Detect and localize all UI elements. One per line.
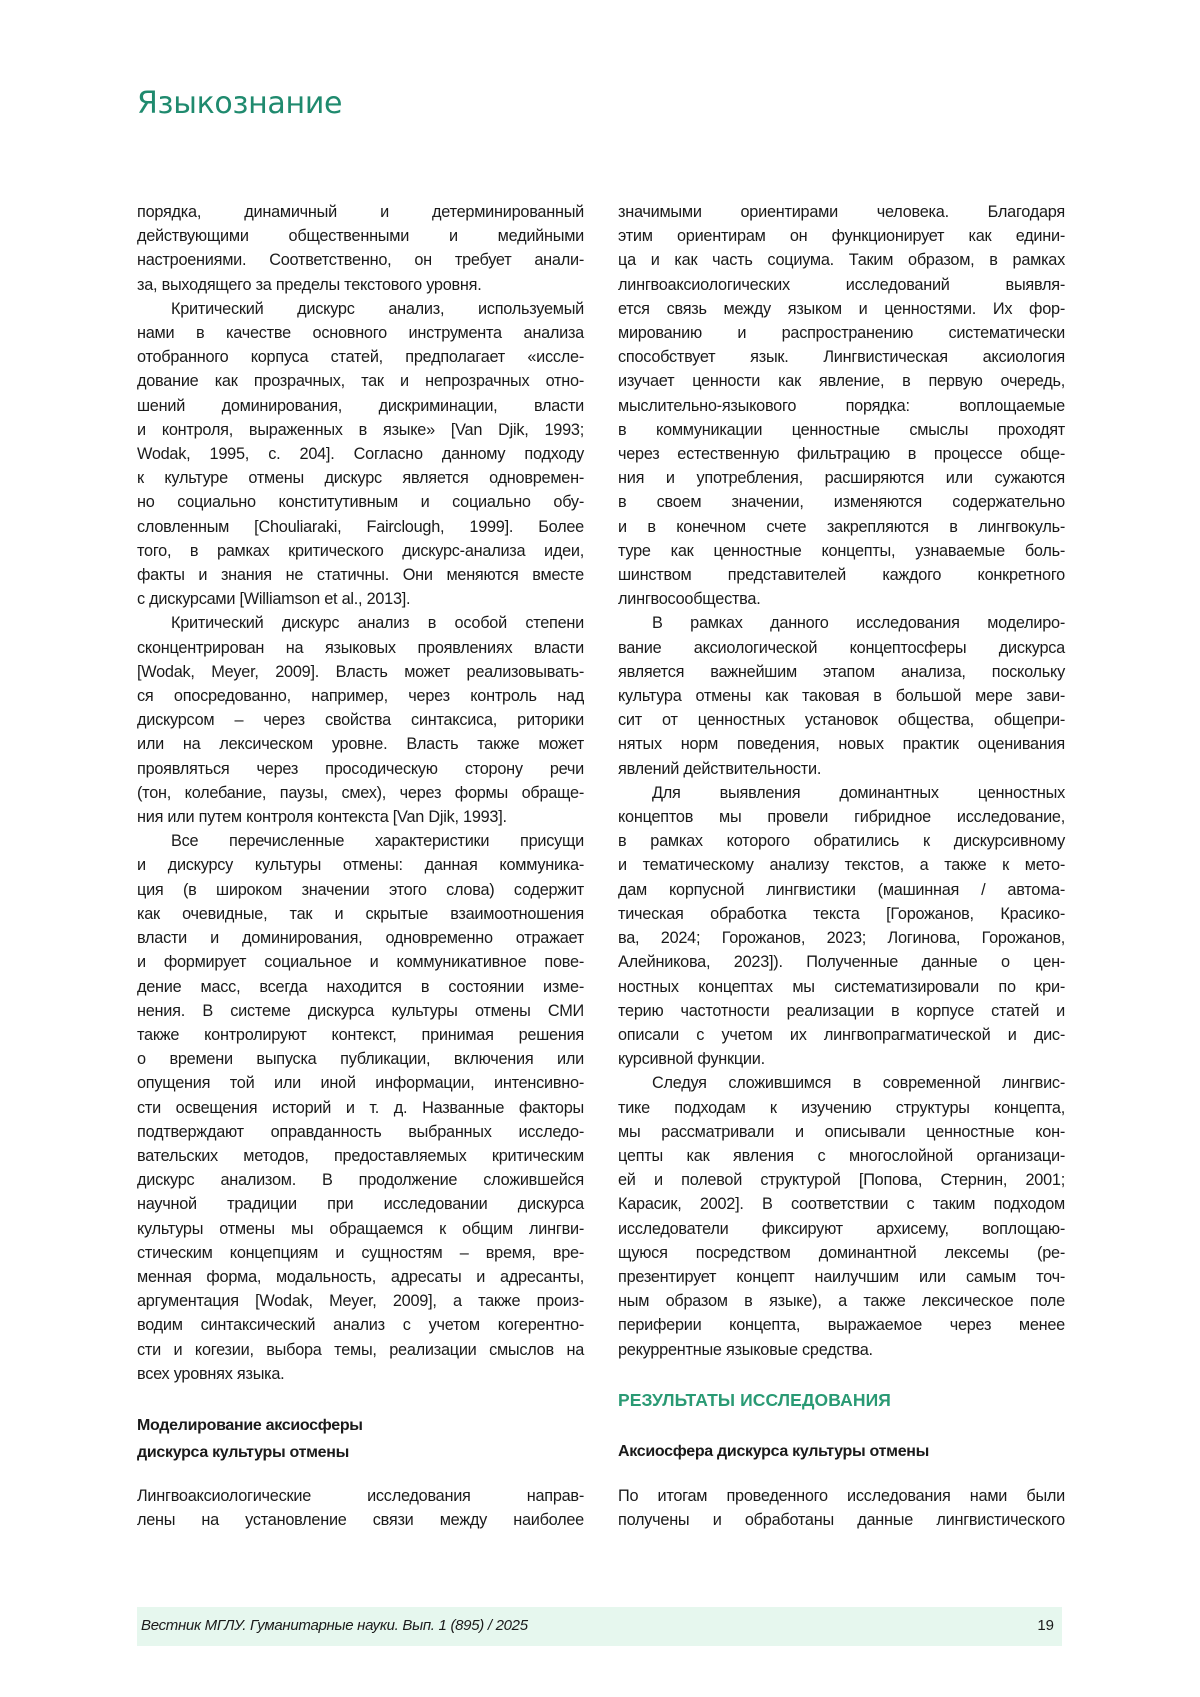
text-line: с дискурсами [Williamson et al., 2013]. xyxy=(137,587,584,611)
text-line: Wodak, 1995, с. 204]. Согласно данному подходу xyxy=(137,442,584,466)
text-line: за, выходящего за пределы текстового уровня. xyxy=(137,273,584,297)
text-line: По итогам проведенного исследования нами были xyxy=(618,1484,1065,1508)
text-line: Критический дискурс анализ в особой степени xyxy=(137,611,584,635)
text-line: исследователи фиксируют архисему, воплощаю- xyxy=(618,1217,1065,1241)
text-line: подтверждают оправданность выбранных исследо- xyxy=(137,1120,584,1144)
paragraph xyxy=(618,1484,1065,1532)
text-line: или на лексическом уровне. Власть также может xyxy=(137,732,584,756)
text-line: Лингвоаксиологические исследования направ- xyxy=(137,1484,584,1508)
text-line: в рамках которого обратились к дискурсивному xyxy=(618,829,1065,853)
text-line: также контролируют контекст, принимая решения xyxy=(137,1023,584,1047)
paragraph xyxy=(618,200,1065,611)
text-line: шений доминирования, дискриминации, власти xyxy=(137,394,584,418)
text-line: ва, 2024; Горожанов, 2023; Логинова, Горожанов, xyxy=(618,926,1065,950)
text-line: концептов мы провели гибридное исследование, xyxy=(618,805,1065,829)
text-line: курсивной функции. xyxy=(618,1047,1065,1071)
text-line: способствует язык. Лингвистическая аксиология xyxy=(618,345,1065,369)
text-line: дение масс, всегда находится в состоянии изме- xyxy=(137,975,584,999)
text-line: значимыми ориентирами человека. Благодаря xyxy=(618,200,1065,224)
text-line: цепты как явления с многослойной организаци- xyxy=(618,1144,1065,1168)
text-line: дам корпусной лингвистики (машинная / автома- xyxy=(618,878,1065,902)
text-line: нятых норм поведения, новых практик оценивания xyxy=(618,732,1065,756)
text-line: ется связь между языком и ценностями. Их фор- xyxy=(618,297,1065,321)
text-line: порядка, динамичный и детерминированный xyxy=(137,200,584,224)
text-line: того, в рамках критического дискурс-анализа идеи, xyxy=(137,539,584,563)
text-line: явлений действительности. xyxy=(618,757,1065,781)
text-line: является важнейшим этапом анализа, поскольку xyxy=(618,660,1065,684)
text-line: периферии концепта, выражаемое через менее xyxy=(618,1313,1065,1337)
text-line: о времени выпуска публикации, включения или xyxy=(137,1047,584,1071)
text-line: дование как прозрачных, так и непрозрачных отно- xyxy=(137,369,584,393)
text-line: и формирует социальное и коммуникативное пове- xyxy=(137,950,584,974)
text-line: В рамках данного исследования моделиро- xyxy=(618,611,1065,635)
text-line: (тон, колебание, паузы, смех), через формы обраще- xyxy=(137,781,584,805)
text-line: через естественную фильтрацию в процессе обще- xyxy=(618,442,1065,466)
text-line: в своем значении, изменяются содержательно xyxy=(618,490,1065,514)
paragraph xyxy=(618,1071,1065,1361)
text-line: ца и как часть социума. Таким образом, в рамках xyxy=(618,248,1065,272)
section-title: Языкознание xyxy=(137,86,342,121)
text-line: тике подходам к изучению структуры концепта, xyxy=(618,1096,1065,1120)
text-line: как очевидные, так и скрытые взаимоотношения xyxy=(137,902,584,926)
text-line: ция (в широком значении этого слова) содержит xyxy=(137,878,584,902)
text-line: дискурс анализом. В продолжение сложившейся xyxy=(137,1168,584,1192)
text-line: культура отмены как таковая в большой мере зави- xyxy=(618,684,1065,708)
text-line: мы рассматривали и описывали ценностные кон- xyxy=(618,1120,1065,1144)
results-section-heading: РЕЗУЛЬТАТЫ ИССЛЕДОВАНИЯ xyxy=(618,1388,1065,1412)
text-line: сти освещения историй и т. д. Названные факторы xyxy=(137,1096,584,1120)
left-column xyxy=(137,200,584,1386)
text-line: рекуррентные языковые средства. xyxy=(618,1338,1065,1362)
text-line: лингвосообщества. xyxy=(618,587,1065,611)
text-line: менная форма, модальность, адресаты и адресанты, xyxy=(137,1265,584,1289)
text-line: и дискурсу культуры отмены: данная коммуника- xyxy=(137,853,584,877)
text-line: нения. В системе дискурса культуры отмены СМИ xyxy=(137,999,584,1023)
text-line: [Wodak, Meyer, 2009]. Власть может реализовывать- xyxy=(137,660,584,684)
subsection-heading xyxy=(137,1413,584,1466)
paragraph xyxy=(137,200,584,297)
text-line: туре как ценностные концепты, узнаваемые боль- xyxy=(618,539,1065,563)
text-line: Карасик, 2002]. В соответствии с таким подходом xyxy=(618,1192,1065,1216)
text-line: мыслительно-языкового порядка: воплощаемые xyxy=(618,394,1065,418)
text-line: ся опосредованно, например, через контроль над xyxy=(137,684,584,708)
text-line: ния или путем контроля контекста [Van Djik, 1993]. xyxy=(137,805,584,829)
text-line: изучает ценности как явление, в первую очередь, xyxy=(618,369,1065,393)
text-line: описали с учетом их лингвопрагматической и дис- xyxy=(618,1023,1065,1047)
text-line: аргументация [Wodak, Meyer, 2009], а также произ- xyxy=(137,1289,584,1313)
text-line: лены на установление связи между наиболее xyxy=(137,1508,584,1532)
page-number: 19 xyxy=(1037,1617,1054,1634)
subsection-heading-line: Моделирование аксиосферы xyxy=(137,1413,584,1440)
text-line: в коммуникации ценностные смыслы проходят xyxy=(618,418,1065,442)
text-line: Все перечисленные характеристики присущи xyxy=(137,829,584,853)
text-line: Алейникова, 2023]). Полученные данные о цен- xyxy=(618,950,1065,974)
text-line: Для выявления доминантных ценностных xyxy=(618,781,1065,805)
text-line: Критический дискурс анализ, используемый xyxy=(137,297,584,321)
text-line: тическая обработка текста [Горожанов, Красико- xyxy=(618,902,1065,926)
text-line: лингвоаксиологических исследований выявля- xyxy=(618,273,1065,297)
text-line: и в конечном счете закрепляются в лингвокуль- xyxy=(618,515,1065,539)
paragraph xyxy=(137,297,584,612)
text-line: этим ориентирам он функционирует как едини- xyxy=(618,224,1065,248)
paragraph xyxy=(618,781,1065,1071)
text-line: сит от ценностных установок общества, общепри- xyxy=(618,708,1065,732)
text-line: настроениями. Соответственно, он требует анали- xyxy=(137,248,584,272)
text-line: стическим концепциям и сущностям – время, вре- xyxy=(137,1241,584,1265)
text-line: ным образом в языке), а также лексическое поле xyxy=(618,1289,1065,1313)
text-line: ностных концептах мы систематизировали по кри- xyxy=(618,975,1065,999)
text-line: ей и полевой структурой [Попова, Стернин, 2001; xyxy=(618,1168,1065,1192)
text-line: щуюся посредством доминантной лексемы (ре- xyxy=(618,1241,1065,1265)
text-line: ния и употребления, расширяются или сужаются xyxy=(618,466,1065,490)
text-line: вательских методов, предоставляемых критическим xyxy=(137,1144,584,1168)
text-line: терию частотности реализации в корпусе статей и xyxy=(618,999,1065,1023)
text-line: сти и когезии, выбора темы, реализации смыслов на xyxy=(137,1338,584,1362)
journal-citation: Вестник МГЛУ. Гуманитарные науки. Вып. 1 (895) / 2025 xyxy=(141,1617,528,1634)
text-line: мированию и распространению систематически xyxy=(618,321,1065,345)
paragraph xyxy=(137,829,584,1386)
text-line: и тематическому анализу текстов, а также к мето- xyxy=(618,853,1065,877)
text-line: водим синтаксический анализ с учетом когерентно- xyxy=(137,1313,584,1337)
text-line: научной традиции при исследовании дискурса xyxy=(137,1192,584,1216)
text-line: культуры отмены мы обращаемся к общим лингви- xyxy=(137,1217,584,1241)
text-line: сконцентрирован на языковых проявлениях власти xyxy=(137,636,584,660)
text-line: но социально конститутивным и социально обу- xyxy=(137,490,584,514)
text-line: дискурсом – через свойства синтаксиса, риторики xyxy=(137,708,584,732)
text-line: отобранного корпуса статей, предполагает «иссле- xyxy=(137,345,584,369)
subsection-heading-line: дискурса культуры отмены xyxy=(137,1440,584,1467)
text-line: к культуре отмены дискурс является одновремен- xyxy=(137,466,584,490)
text-line: всех уровнях языка. xyxy=(137,1362,584,1386)
text-line: проявляться через просодическую сторону речи xyxy=(137,757,584,781)
text-line: Следуя сложившимся в современной лингвис- xyxy=(618,1071,1065,1095)
paragraph xyxy=(618,611,1065,780)
text-line: действующими общественными и медийными xyxy=(137,224,584,248)
text-line: факты и знания не статичны. Они меняются вместе xyxy=(137,563,584,587)
text-line: нами в качестве основного инструмента анализа xyxy=(137,321,584,345)
text-line: опущения той или иной информации, интенсивно- xyxy=(137,1071,584,1095)
paragraph xyxy=(137,1484,584,1532)
text-line: власти и доминирования, одновременно отражает xyxy=(137,926,584,950)
paragraph xyxy=(137,611,584,829)
page-footer xyxy=(137,1607,1062,1646)
text-line: презентирует концепт наилучшим или самым точ- xyxy=(618,1265,1065,1289)
subsection-heading: Аксиосфера дискурса культуры отмены xyxy=(618,1439,1065,1466)
text-line: получены и обработаны данные лингвистического xyxy=(618,1508,1065,1532)
text-line: словленным [Chouliaraki, Fairclough, 1999]. Более xyxy=(137,515,584,539)
text-line: шинством представителей каждого конкретного xyxy=(618,563,1065,587)
text-line: вание аксиологической концептосферы дискурса xyxy=(618,636,1065,660)
text-line: и контроля, выраженных в языке» [Van Djik, 1993; xyxy=(137,418,584,442)
right-column xyxy=(618,200,1065,1362)
